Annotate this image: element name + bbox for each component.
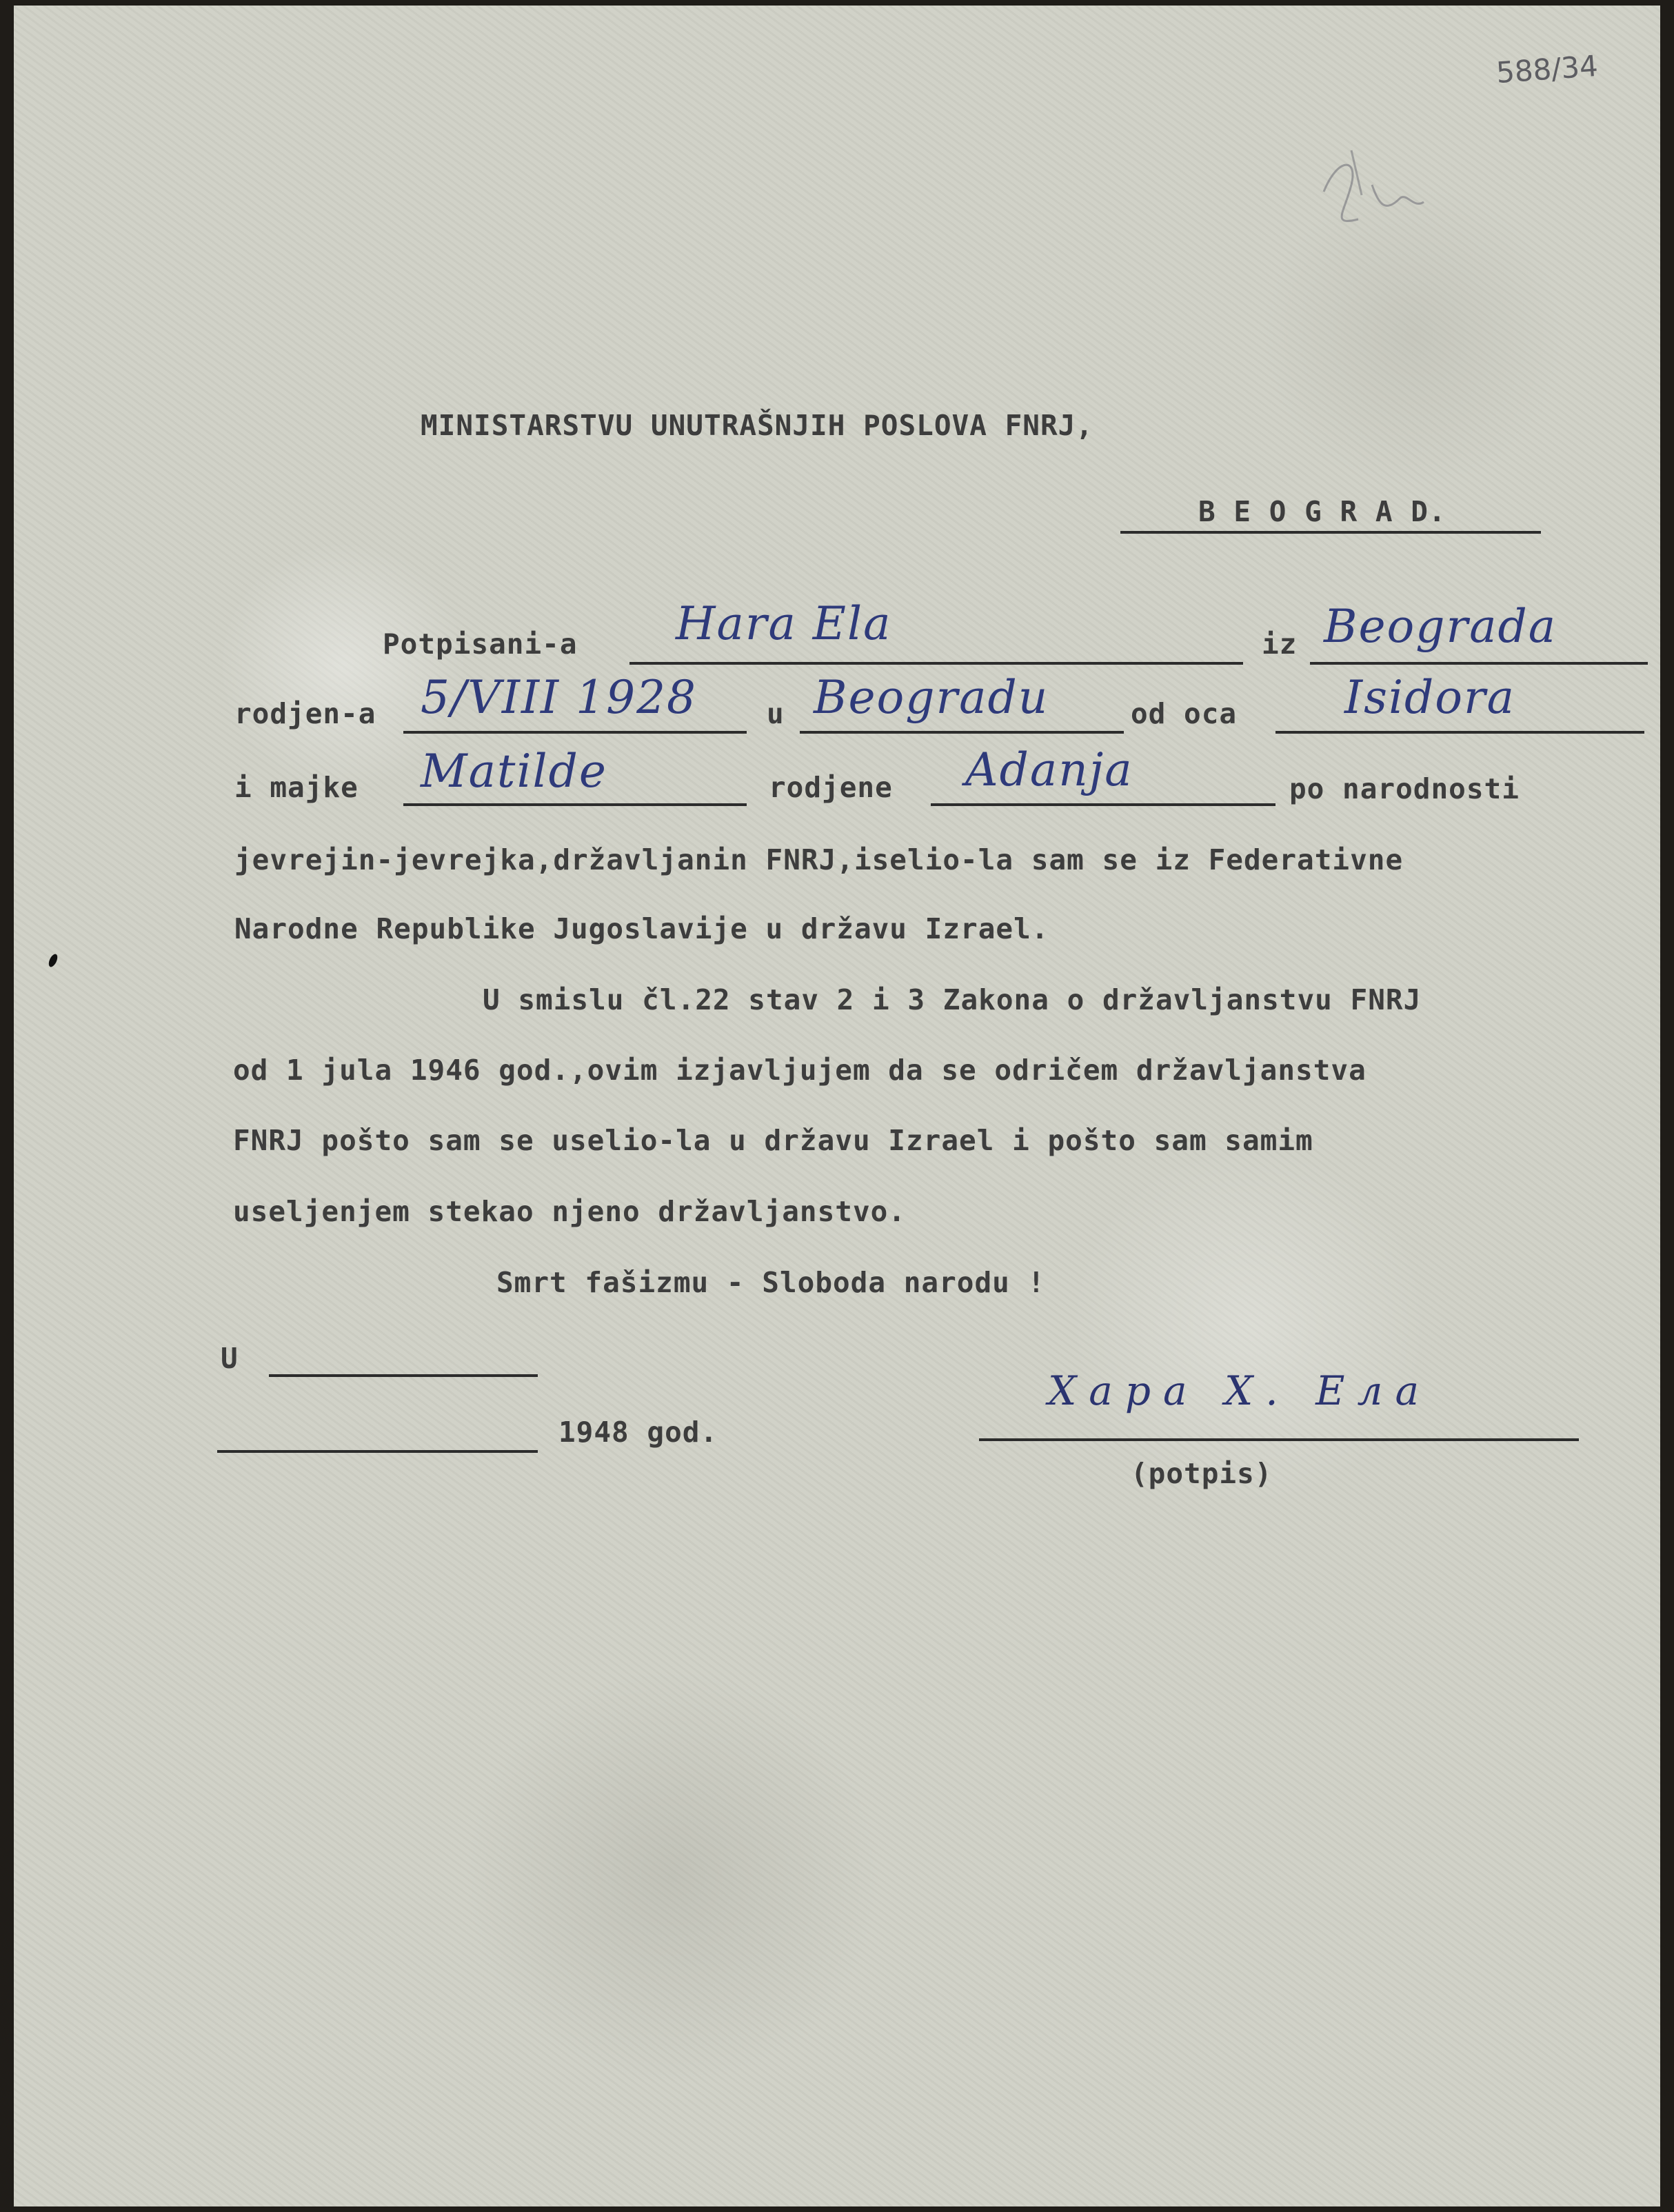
birth-date-underline [403,731,747,734]
from-place-handwritten: Beograda [1324,600,1557,653]
place-underline [269,1374,538,1377]
from-label: iz [1262,627,1298,661]
birth-place-handwritten: Beogradu [814,671,1049,724]
signed-label: Potpisani-a [383,627,578,661]
signature-underline [979,1438,1579,1441]
born-label: rodjen-a [234,697,376,730]
from-underline [1310,662,1648,665]
name-underline [629,662,1243,665]
year-text: 1948 god. [558,1416,718,1449]
mother-name-handwritten: Matilde [421,745,607,798]
city-line: B E O G R A D. [1198,495,1446,528]
body-line-3: FNRJ pošto sam se uselio-la u državu Izrael i pošto sam samim [233,1124,1313,1157]
name-handwritten: Hara Ela [676,597,892,650]
maiden-underline [931,803,1275,806]
mother-underline [403,803,747,806]
birth-date-handwritten: 5/VIII 1928 [421,671,698,724]
ink-dot-mark [47,953,59,968]
father-underline [1275,731,1644,734]
handwritten-signature: Хара Х. Ела [1048,1367,1432,1414]
maiden-label: rodjene [769,771,893,804]
city-underline [1120,531,1541,534]
date-underline [217,1450,538,1453]
addressee-line: MINISTARSTVU UNUTRAŠNJIH POSLOVA FNRJ, [421,409,1093,442]
in-label: u [767,697,785,730]
signature-label: (potpis) [1131,1457,1273,1490]
maiden-name-handwritten: Adanja [965,743,1133,796]
slogan: Smrt fašizmu - Sloboda narodu ! [496,1266,1046,1299]
declaration-line-5: Narodne Republike Jugoslavije u državu Izrael. [234,912,1049,945]
father-label: od oca [1131,697,1238,730]
pencil-scribble-mark [1310,143,1434,240]
body-line-2: od 1 jula 1946 god.,ovim izjavljujem da se odričem državljanstva [233,1054,1367,1087]
archive-ref-number: 588/34 [1495,48,1600,90]
body-line-4: useljenjem stekao njeno državljanstvo. [233,1195,906,1228]
declaration-line-4: jevrejin-jevrejka,državljanin FNRJ,iselio-la sam se iz Federativne [234,843,1404,876]
place-label: U [221,1342,239,1375]
nationality-label: po narodnosti [1289,772,1520,805]
father-name-handwritten: Isidora [1344,671,1515,724]
body-line-1: U smislu čl.22 stav 2 i 3 Zakona o državljanstvu FNRJ [483,983,1422,1016]
document-sheet [14,6,1660,2206]
mother-label: i majke [234,771,359,804]
birth-place-underline [800,731,1124,734]
